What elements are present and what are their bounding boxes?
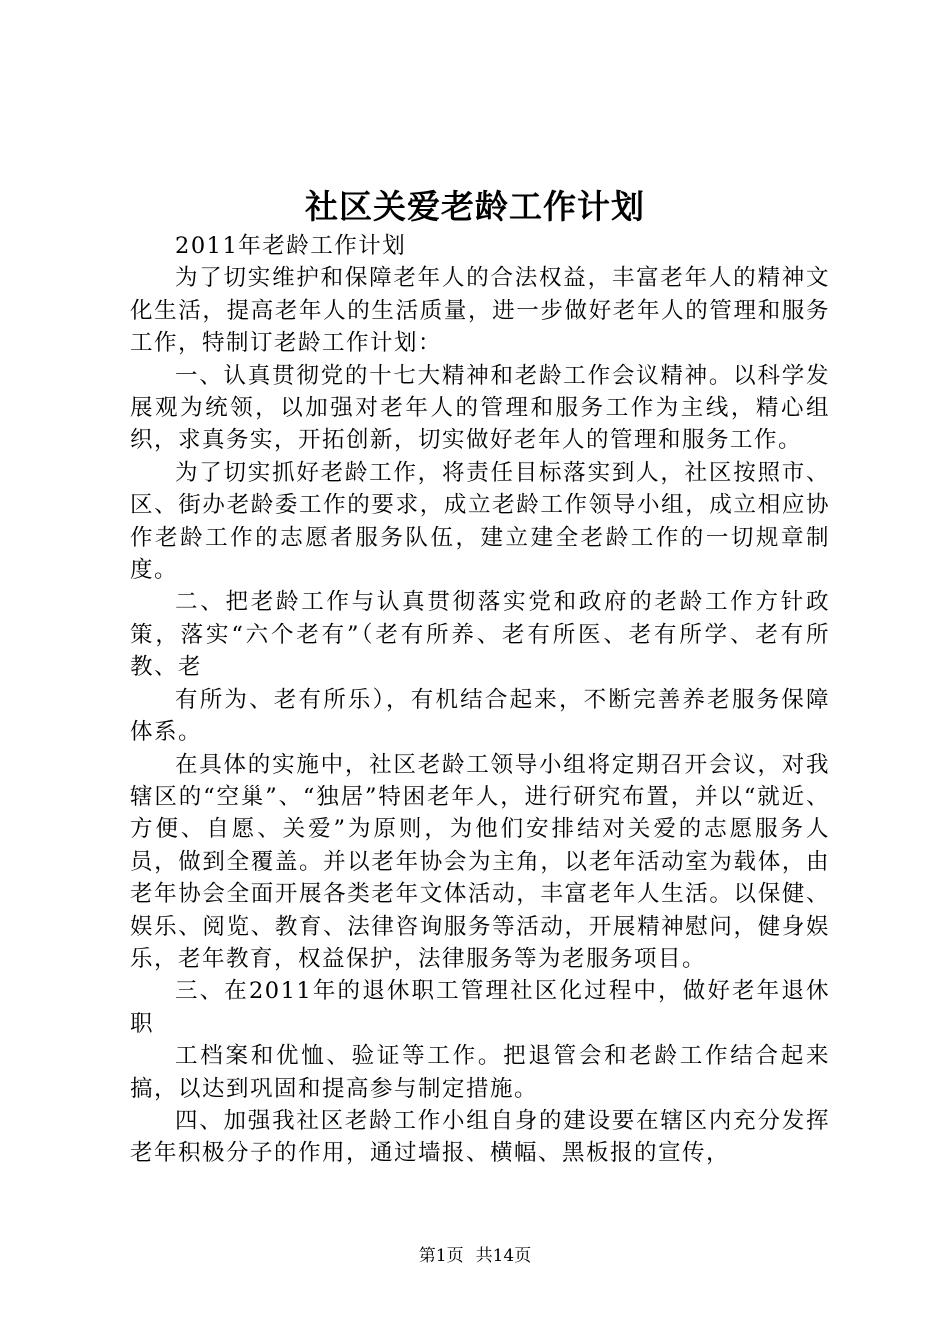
- paragraph: 为了切实抓好老龄工作，将责任目标落实到人，社区按照市、区、街办老龄委工作的要求，成立老龄工作领导小组，成立相应协作老龄工作的志愿者服务队伍，建立建全老龄工作的一切规章制度。: [130, 459, 830, 584]
- paragraph: 二、把老龄工作与认真贯彻落实党和政府的老龄工作方针政策，落实“六个老有”（老有所养、老有所医、老有所学、老有所教、老: [130, 589, 830, 681]
- paragraph: 在具体的实施中，社区老龄工领导小组将定期召开会议，对我辖区的“空巢”、“独居”特困老年人，进行研究布置，并以“就近、方便、自愿、关爱”为原则，为他们安排结对关爱的志愿服务人员，做到全覆盖。并以老年协会为主角，以老年活动室为载体，由老年协会全面开展各类老年文体活动，丰富老年人生活。以保健、娱乐、阅览、教育、法律咨询服务等活动，开展精神慰问，健身娱乐，老年教育，权益保护，法律服务等为老服务项目。: [130, 751, 830, 972]
- paragraph: 四、加强我社区老龄工作小组自身的建设要在辖区内充分发挥老年积极分子的作用，通过墙报、横幅、黑板报的宣传，: [130, 1107, 830, 1167]
- paragraph: 有所为、老有所乐），有机结合起来，不断完善养老服务保障体系。: [130, 686, 830, 746]
- paragraph: 一、认真贯彻党的十七大精神和老龄工作会议精神。以科学发展观为统领，以加强对老年人的管理和服务工作为主线，精心组织，求真务实，开拓创新，切实做好老年人的管理和服务工作。: [130, 362, 830, 454]
- page-total: 共14页: [475, 1246, 532, 1266]
- document-body: [130, 230, 830, 1170]
- paragraph: 三、在2011年的退休职工管理社区化过程中，做好老年退休职: [130, 978, 830, 1037]
- page-title: 社区关爱老龄工作计划: [305, 187, 645, 226]
- paragraph: 工档案和优恤、验证等工作。把退管会和老龄工作结合起来搞，以达到巩固和提高参与制定措施。: [130, 1043, 830, 1102]
- page-footer: [0, 1245, 950, 1267]
- paragraph: 2011年老龄工作计划: [175, 233, 407, 259]
- paragraph: 为了切实维护和保障老年人的合法权益，丰富老年人的精神文化生活，提高老年人的生活质量，进一步做好老年人的管理和服务工作，特制订老龄工作计划：: [130, 265, 830, 357]
- page-number: 第1页: [418, 1246, 464, 1266]
